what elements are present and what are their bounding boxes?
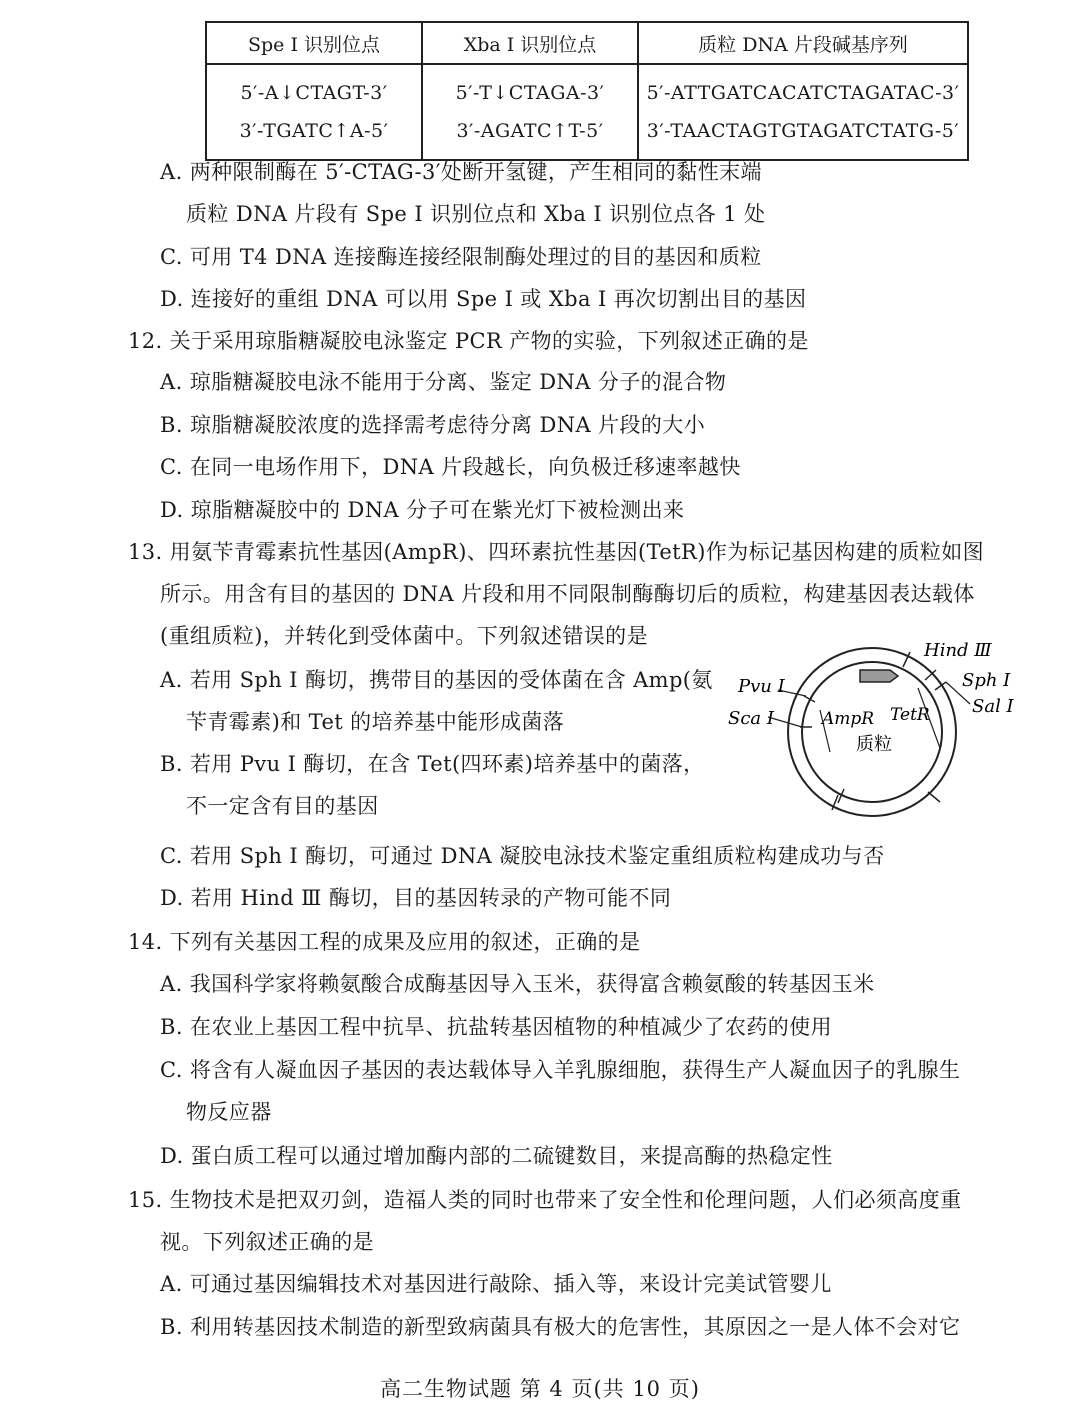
q12-option-c: C. 在同一电场作用下，DNA 片段越长，向负极迁移速率越快 (160, 455, 741, 479)
q15-option-a: A. 可通过基因编辑技术对基因进行敲除、插入等，来设计完美试管婴儿 (160, 1272, 832, 1296)
q12-option-a: A. 琼脂糖凝胶电泳不能用于分离、鉴定 DNA 分子的混合物 (160, 370, 727, 394)
table-cell-xba (422, 64, 638, 160)
q13-stem-line1: 13. 用氨苄青霉素抗性基因(AmpR)、四环素抗性基因(TetR)作为标记基因构建的质粒如图 (128, 540, 985, 564)
xba-top-strand: 5′-T↓CTAGA-3′ (455, 82, 605, 104)
promoter-arrow-icon (860, 670, 898, 682)
label-sca: Sca Ⅰ (728, 708, 774, 729)
xba-bottom-strand: 3′-AGATC↑T-5′ (456, 120, 604, 142)
table-header-row (206, 22, 968, 64)
q13-option-c: C. 若用 Sph Ⅰ 酶切，可通过 DNA 凝胶电泳技术鉴定重组质粒构建成功与否 (160, 844, 885, 868)
table-header-xba: Xba Ⅰ 识别位点 (422, 22, 638, 64)
q14-stem: 14. 下列有关基因工程的成果及应用的叙述，正确的是 (128, 930, 641, 954)
q12-option-b: B. 琼脂糖凝胶浓度的选择需考虑待分离 DNA 片段的大小 (160, 413, 706, 437)
label-sal: Sal Ⅰ (972, 696, 1014, 717)
label-tet: TetR (890, 705, 930, 725)
label-amp: AmpR (822, 709, 875, 729)
plasmid-bottom-strand: 3′-TAACTAGTGTAGATCTATG-5′ (646, 120, 960, 142)
label-plasmid-center: 质粒 (856, 734, 892, 755)
plasmid-diagram (720, 632, 1040, 822)
table-header-sequence: 质粒 DNA 片段碱基序列 (638, 22, 968, 64)
page-footer: 高二生物试题 第 4 页(共 10 页) (380, 1377, 700, 1401)
restriction-site-table (205, 21, 969, 161)
q14-option-d: D. 蛋白质工程可以通过增加酶内部的二硫键数目，来提高酶的热稳定性 (160, 1144, 833, 1168)
q14-option-c-line2: 物反应器 (186, 1100, 272, 1124)
q11-option-b: 质粒 DNA 片段有 Spe Ⅰ 识别位点和 Xba Ⅰ 识别位点各 1 处 (186, 202, 766, 226)
q11-option-a: A. 两种限制酶在 5′-CTAG-3′处断开氢键，产生相同的黏性末端 (160, 160, 762, 184)
q14-option-a: A. 我国科学家将赖氨酸合成酶基因导入玉米，获得富含赖氨酸的转基因玉米 (160, 972, 875, 996)
q13-option-d: D. 若用 Hind Ⅲ 酶切，目的基因转录的产物可能不同 (160, 886, 672, 910)
label-sph: Sph Ⅰ (962, 670, 1011, 691)
spe-top-strand: 5′-A↓CTAGT-3′ (240, 82, 388, 104)
q11-option-d: D. 连接好的重组 DNA 可以用 Spe Ⅰ 或 Xba Ⅰ 再次切割出目的基因 (160, 287, 807, 311)
label-hind: Hind Ⅲ (924, 640, 992, 661)
q14-option-c-line1: C. 将含有人凝血因子基因的表达载体导入羊乳腺细胞，获得生产人凝血因子的乳腺生 (160, 1058, 961, 1082)
q13-option-b-line2: 不一定含有目的基因 (186, 794, 379, 818)
q13-option-a-line2: 苄青霉素)和 Tet 的培养基中能形成菌落 (186, 710, 565, 734)
q13-stem-line2: 所示。用含有目的基因的 DNA 片段和用不同限制酶酶切后的质粒，构建基因表达载体 (160, 582, 975, 606)
q15-stem-line2: 视。下列叙述正确的是 (160, 1230, 374, 1254)
table-row (206, 64, 968, 160)
q12-option-d: D. 琼脂糖凝胶中的 DNA 分子可在紫光灯下被检测出来 (160, 498, 685, 522)
q14-option-b: B. 在农业上基因工程中抗旱、抗盐转基因植物的种植减少了农药的使用 (160, 1015, 832, 1039)
plasmid-inner-ring (802, 662, 942, 802)
q11-option-c: C. 可用 T4 DNA 连接酶连接经限制酶处理过的目的基因和质粒 (160, 245, 762, 269)
q13-option-b-line1: B. 若用 Pvu Ⅰ 酶切，在含 Tet(四环素)培养基中的菌落， (160, 752, 705, 776)
q15-stem-line1: 15. 生物技术是把双刃剑，造福人类的同时也带来了安全性和伦理问题，人们必须高度重 (128, 1188, 962, 1212)
q13-stem-line3: (重组质粒)，并转化到受体菌中。下列叙述错误的是 (160, 624, 648, 648)
label-pvu: Pvu Ⅰ (738, 676, 785, 697)
table-cell-spe (206, 64, 422, 160)
table-header-spe: Spe Ⅰ 识别位点 (206, 22, 422, 64)
q13-option-a-line1: A. 若用 Sph Ⅰ 酶切，携带目的基因的受体菌在含 Amp(氨 (160, 668, 713, 692)
q15-option-b: B. 利用转基因技术制造的新型致病菌具有极大的危害性，其原因之一是人体不会对它 (160, 1315, 961, 1339)
table-cell-sequence (638, 64, 968, 160)
spe-bottom-strand: 3′-TGATC↑A-5′ (239, 120, 389, 142)
site-tick (928, 792, 940, 802)
q12-stem: 12. 关于采用琼脂糖凝胶电泳鉴定 PCR 产物的实验，下列叙述正确的是 (128, 329, 809, 353)
plasmid-top-strand: 5′-ATTGATCACATCTAGATAC-3′ (646, 82, 960, 104)
